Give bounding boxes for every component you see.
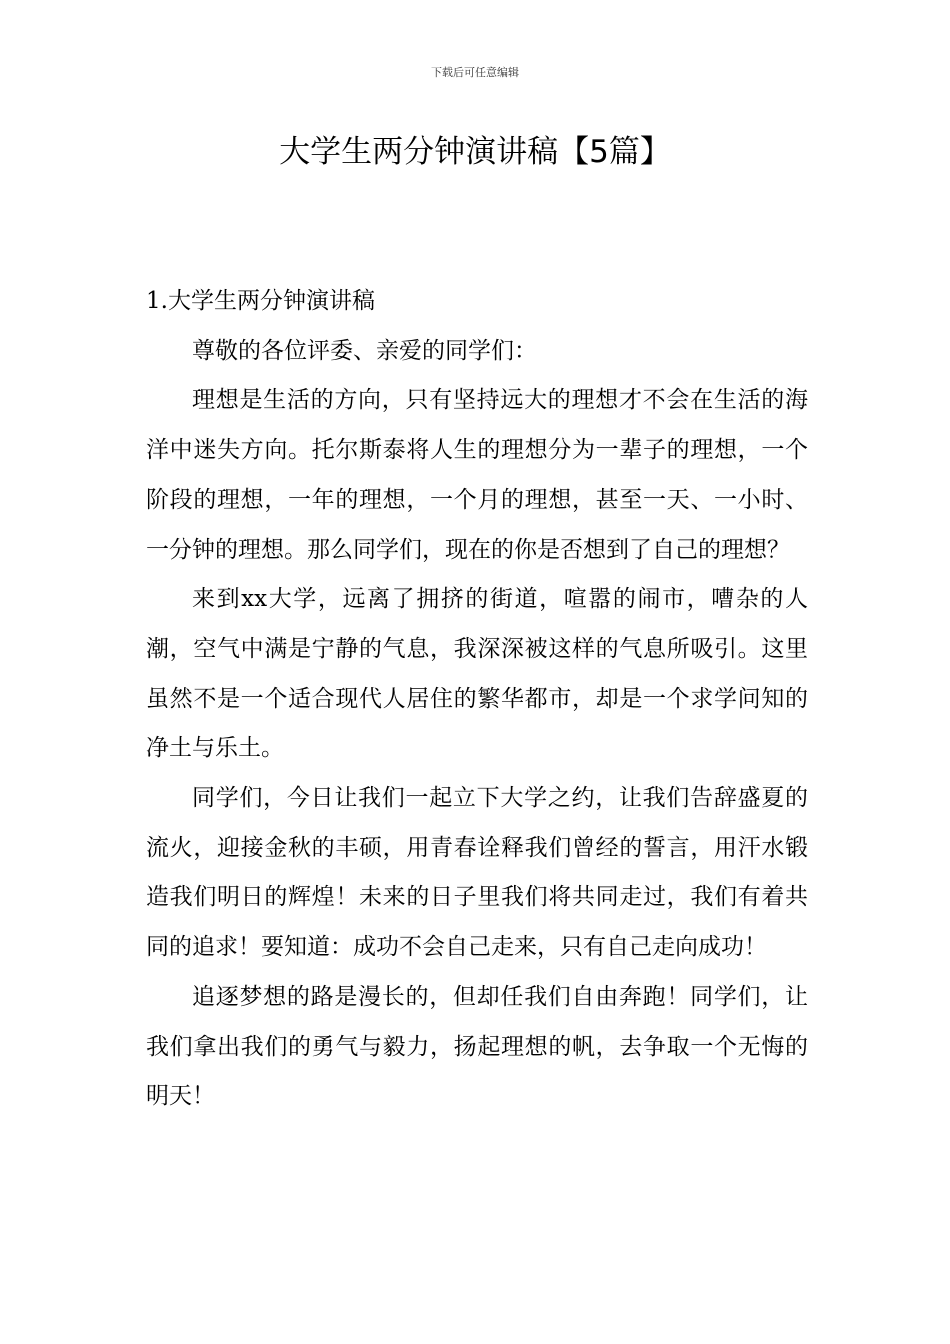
body-paragraph: 来到xx大学，远离了拥挤的街道，喧嚣的闹市，嘈杂的人潮，空气中满是宁静的气息，我深深被这样的气息所吸引。这里虽然不是一个适合现代人居住的繁华都市，却是一个求学问知的净土与乐土。: [146, 586, 808, 762]
document-body: [146, 277, 808, 1122]
body-paragraph: 同学们，今日让我们一起立下大学之约，让我们告辞盛夏的流火，迎接金秋的丰硕，用青春诠释我们曾经的誓言，用汗水锻造我们明日的辉煌！未来的日子里我们将共同走过，我们有着共同的追求！要知道：成功不会自己走来，只有自己走向成功！: [146, 785, 808, 961]
salutation-paragraph: 尊敬的各位评委、亲爱的同学们：: [192, 337, 537, 364]
document-title: 大学生两分钟演讲稿【5篇】: [279, 134, 671, 170]
header-note: 下载后可任意编辑: [431, 66, 519, 79]
body-paragraph: 追逐梦想的路是漫长的，但却任我们自由奔跑！同学们，让我们拿出我们的勇气与毅力，扬起理想的帆，去争取一个无悔的明天！: [146, 983, 808, 1110]
section-heading: 1.大学生两分钟演讲稿: [146, 288, 375, 314]
body-paragraph: 理想是生活的方向，只有坚持远大的理想才不会在生活的海洋中迷失方向。托尔斯泰将人生的理想分为一辈子的理想，一个阶段的理想，一年的理想，一个月的理想，甚至一天、一小时、一分钟的理想。那么同学们，现在的你是否想到了自己的理想？: [146, 387, 808, 563]
